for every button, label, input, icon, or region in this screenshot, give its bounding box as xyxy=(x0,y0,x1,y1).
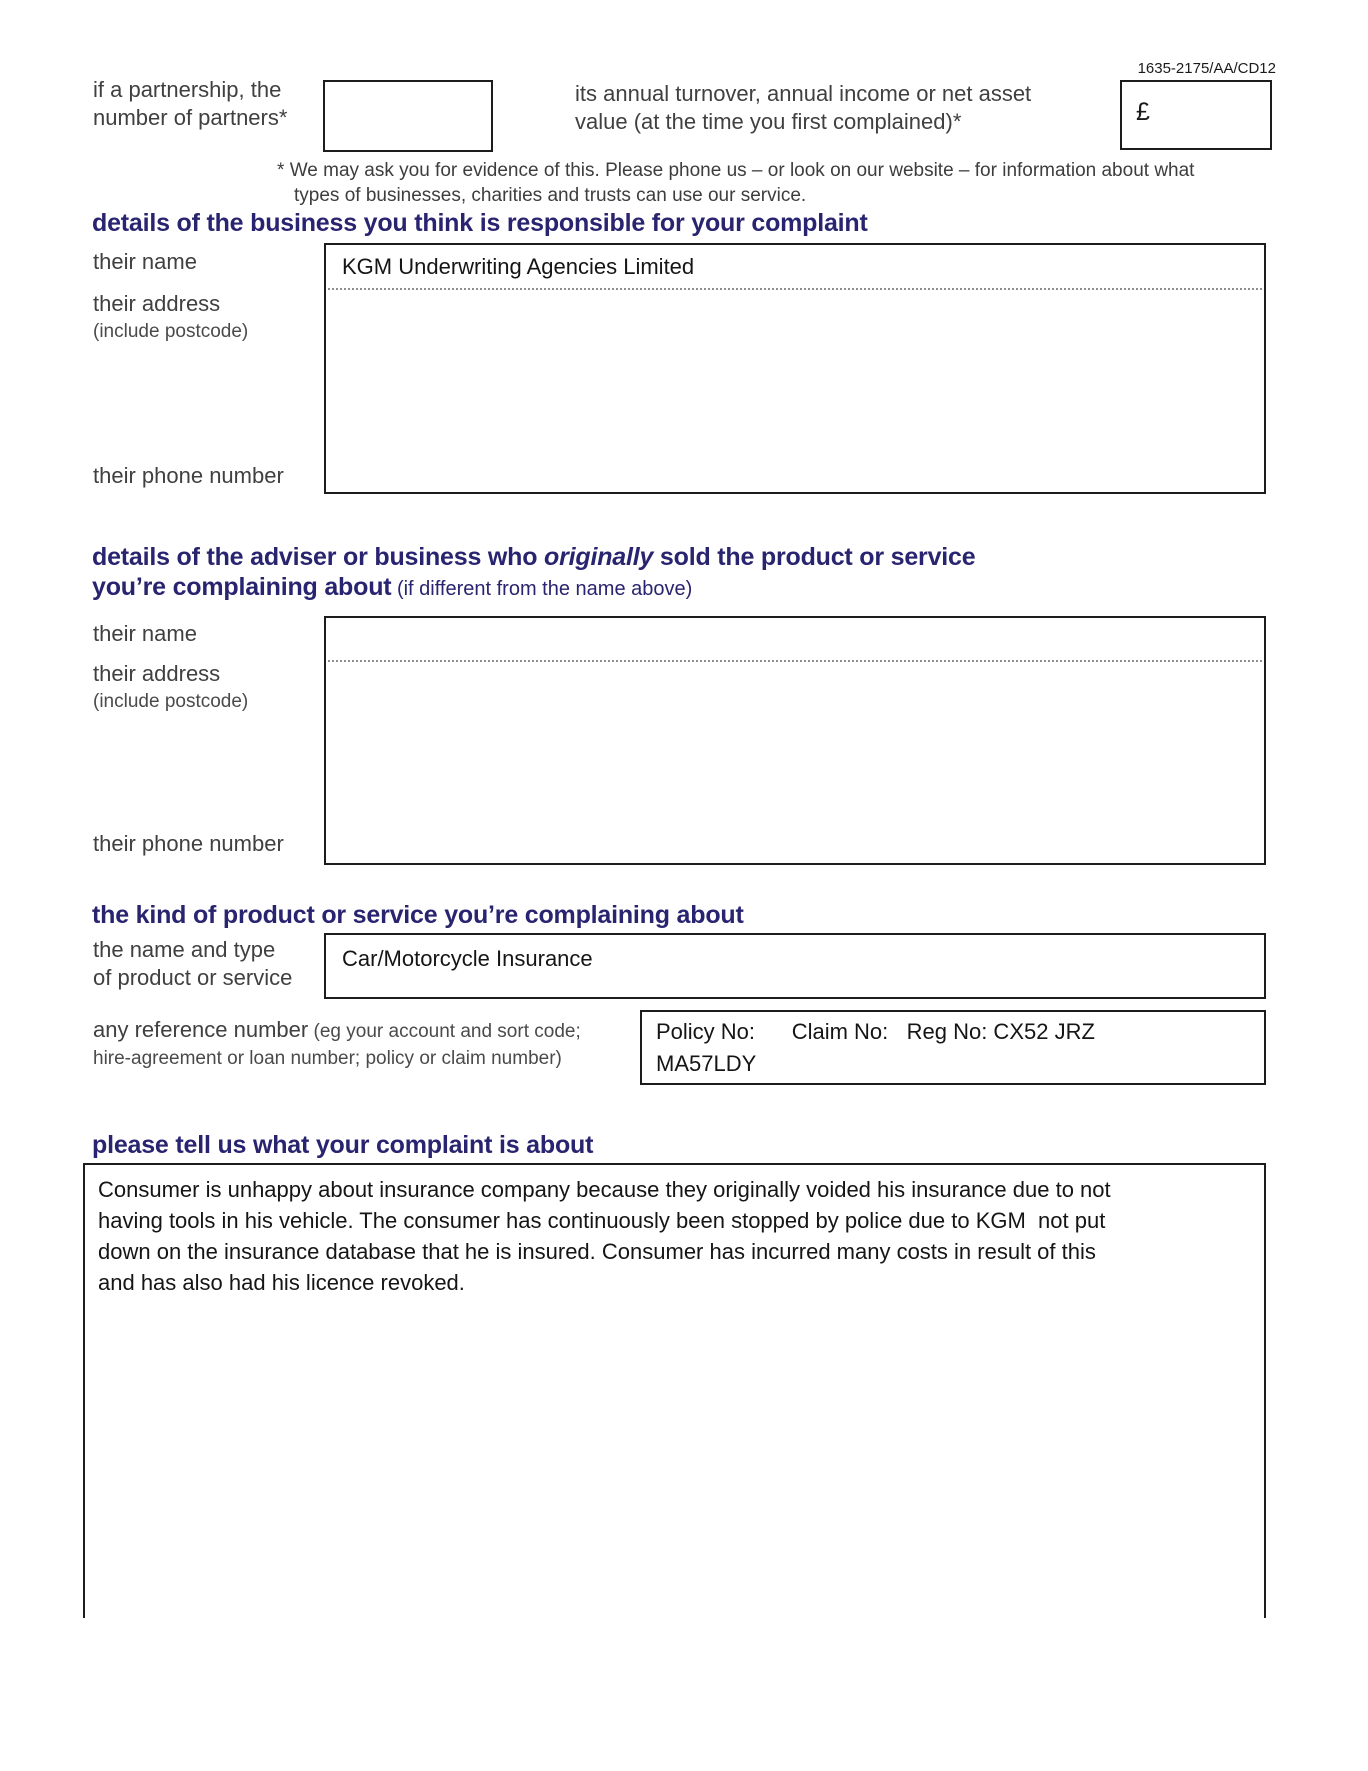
adviser-phone-label: their phone number xyxy=(93,831,284,856)
adviser-name-separator xyxy=(328,660,1262,662)
reference-value-line2: MA57LDY xyxy=(656,1051,757,1076)
business-address-hint: (include postcode) xyxy=(93,321,249,342)
reference-hint-eg: eg xyxy=(319,1021,341,1042)
business-address-label: their address xyxy=(93,291,221,316)
partners-label xyxy=(93,76,287,132)
adviser-section-heading xyxy=(92,542,975,604)
adviser-heading-line1 xyxy=(92,542,975,572)
adviser-heading-part2: sold the product or service xyxy=(653,543,976,571)
adviser-heading-line2-note: (if different from the name above) xyxy=(391,578,693,600)
adviser-heading-line2 xyxy=(92,572,975,604)
business-section-heading: details of the business you think is responsible for your complaint xyxy=(92,209,868,237)
adviser-address-label: their address xyxy=(93,661,221,686)
partners-count-value xyxy=(325,82,491,98)
reference-hint-rest: your account and sort code; xyxy=(340,1021,581,1042)
complaint-line-4: and has also had his licence revoked. xyxy=(98,1270,465,1295)
partners-label-line2: number of partners* xyxy=(93,105,288,130)
adviser-heading-originally: originally xyxy=(544,543,654,571)
footnote-line2: types of businesses, charities and trusts can use our service. xyxy=(294,185,807,206)
product-name-input[interactable] xyxy=(324,933,1266,999)
business-phone-label: their phone number xyxy=(93,463,284,488)
complaint-line-2: having tools in his vehicle. The consumer has continuously been stopped by police due to KGM not put xyxy=(98,1208,1106,1233)
complaint-text-field[interactable] xyxy=(83,1163,1266,1618)
complaint-line-3: down on the insurance database that he is insured. Consumer has incurred many costs in result of this xyxy=(98,1239,1096,1264)
complaint-line-1: Consumer is unhappy about insurance company because they originally voided his insurance due to not xyxy=(98,1177,1111,1202)
product-label-line1: the name and type xyxy=(93,937,276,962)
turnover-amount-input[interactable] xyxy=(1120,80,1272,150)
reference-hint-open: ( xyxy=(308,1021,320,1042)
footnote-line1: We may ask you for evidence of this. Please phone us – or look on our website – for information about what xyxy=(289,160,1195,181)
business-name-label: their name xyxy=(93,249,197,274)
footnote-line1-wrap xyxy=(277,158,1194,183)
turnover-label-line1: its annual turnover, annual income or net asset xyxy=(575,81,1032,106)
product-label xyxy=(93,936,292,992)
adviser-address-field[interactable] xyxy=(342,668,1254,828)
partners-label-line1: if a partnership, the xyxy=(93,77,282,102)
turnover-label xyxy=(575,80,1031,136)
business-name-separator xyxy=(328,288,1262,290)
complaint-text xyxy=(98,1174,1111,1298)
reference-label-line1 xyxy=(93,1016,581,1044)
pound-symbol: £ xyxy=(1136,98,1150,126)
business-details-box xyxy=(324,243,1266,494)
partners-count-input[interactable] xyxy=(323,80,493,152)
product-label-line2: of product or service xyxy=(93,965,293,990)
reference-hint-line2: hire-agreement or loan number; policy or claim number) xyxy=(93,1048,562,1069)
reference-label-block xyxy=(93,1016,581,1070)
complaint-section-heading: please tell us what your complaint is about xyxy=(92,1131,594,1159)
reference-label: any reference number xyxy=(93,1017,309,1042)
turnover-label-line2: value (at the time you first complained)* xyxy=(575,109,962,134)
adviser-address-hint: (include postcode) xyxy=(93,691,249,712)
business-name-field[interactable]: KGM Underwriting Agencies Limited xyxy=(342,254,695,279)
adviser-heading-line2-bold: you’re complaining about xyxy=(92,573,392,601)
evidence-footnote xyxy=(277,158,1194,208)
adviser-heading-part1: details of the adviser or business who xyxy=(92,543,545,571)
reference-value-line1: Policy No: Claim No: Reg No: CX52 JRZ xyxy=(656,1019,1095,1044)
adviser-name-label: their name xyxy=(93,621,197,646)
business-address-field[interactable] xyxy=(342,297,1254,457)
product-section-heading: the kind of product or service you’re complaining about xyxy=(92,901,744,929)
form-reference-code: 1635-2175/AA/CD12 xyxy=(1137,60,1276,77)
footnote-asterisk: * xyxy=(277,160,285,181)
reference-number-input[interactable] xyxy=(640,1010,1266,1085)
adviser-details-box xyxy=(324,616,1266,865)
product-name-value: Car/Motorcycle Insurance xyxy=(342,946,593,971)
